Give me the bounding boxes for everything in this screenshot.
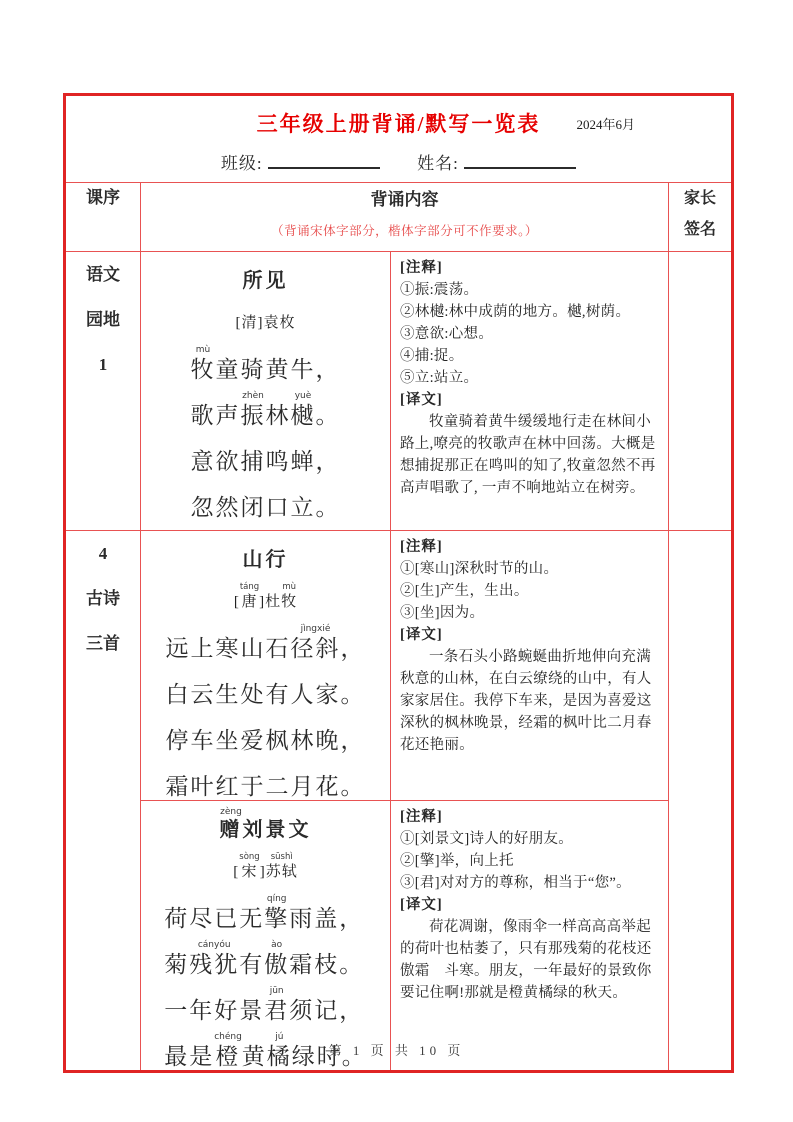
notes-heading: [注释]: [400, 539, 443, 555]
poem-characters: 歌声: [190, 403, 241, 428]
header-cell-sign: [669, 183, 733, 252]
char-segment: [240, 582, 259, 611]
poem-line: [191, 385, 341, 429]
text-line: ①振:震荡。: [400, 282, 479, 298]
poem-characters: 傲: [264, 952, 290, 977]
poem-line: [191, 477, 341, 521]
poem-characters: 。: [315, 403, 341, 428]
char-segment: [266, 852, 298, 881]
poem-characters: ]: [259, 864, 266, 880]
text-line: 三首: [86, 634, 120, 653]
pinyin-annotation: [264, 437, 267, 448]
text-line: ②林樾:林中成荫的地方。樾,树荫。: [400, 304, 631, 320]
char-segment: [241, 391, 266, 429]
class-field-group: [221, 154, 380, 173]
pinyin-annotation: [276, 807, 279, 818]
poem-characters: 樾: [290, 403, 316, 428]
poem-title: [220, 801, 312, 842]
char-segment: [189, 940, 239, 978]
pinyin-annotation: [261, 852, 264, 863]
poem-characters: 橘: [266, 1044, 292, 1069]
notes-block: [391, 531, 668, 760]
poem-characters: 须记，: [289, 998, 365, 1023]
pinyin-annotation: [214, 391, 217, 402]
pinyin-annotation: [327, 391, 330, 402]
poem-characters: [清]袁枚: [235, 315, 296, 331]
char-segment: [266, 391, 291, 429]
lesson-label: [66, 531, 140, 666]
pinyin-annotation: táng: [239, 582, 260, 592]
notes-heading: [注释]: [400, 260, 443, 276]
text-line: ④捕:捉。: [400, 348, 464, 364]
notes-cell-zengliujingwen: [391, 801, 669, 1072]
pinyin-annotation: [264, 716, 267, 727]
translation-heading: [译文]: [400, 392, 443, 408]
poem-title: [243, 252, 289, 293]
name-field-group: [417, 154, 576, 173]
poem-characters: 宋: [241, 864, 258, 880]
poem-characters: 牧: [190, 357, 216, 382]
pinyin-annotation: sòng: [239, 852, 260, 862]
char-segment: [164, 894, 264, 932]
char-segment: [216, 345, 341, 383]
poem-lines: [166, 616, 366, 800]
poem-shanxing: [141, 531, 390, 800]
char-segment: [291, 624, 341, 662]
pinyin-annotation: zhèn: [242, 391, 264, 401]
poem-characters: 荷尽已无: [164, 906, 265, 931]
poem-author: [233, 846, 297, 881]
pinyin-annotation: [235, 582, 238, 593]
char-segment: [166, 624, 291, 662]
text-line: ③[君]对对方的尊称，相当于“您”。: [400, 875, 631, 891]
poem-characters: 菊: [164, 952, 190, 977]
poem-characters: ]杜: [259, 594, 282, 610]
poem-characters: 振: [240, 403, 266, 428]
notes-list: [400, 828, 660, 894]
pinyin-annotation: [175, 940, 178, 951]
notes-block: [391, 801, 668, 1008]
pinyin-annotation: [213, 894, 216, 905]
sign-cell-row1: [669, 252, 733, 531]
char-segment: [264, 940, 289, 978]
text-line: ②[擎]举，向上托: [400, 853, 514, 869]
poem-zengliujingwen: [141, 801, 390, 1070]
class-blank-line: [268, 151, 380, 169]
text-line: ③[坐]因为。: [400, 605, 485, 621]
char-segment: [264, 894, 289, 932]
char-segment: [191, 391, 241, 429]
char-segment: [243, 537, 289, 572]
poem-characters: 霜枝。: [289, 952, 365, 977]
translation-heading: [译文]: [400, 897, 443, 913]
poem-characters: 苏轼: [265, 864, 298, 880]
lesson-cell-yuwenyuandi1: [65, 252, 141, 531]
poem-characters: 擎: [264, 906, 290, 931]
pinyin-annotation: [352, 624, 355, 635]
pinyin-annotation: jú: [275, 1032, 284, 1042]
pinyin-annotation: [264, 670, 267, 681]
char-segment: [341, 624, 366, 662]
poem-characters: 一年好景: [164, 998, 265, 1023]
poem-characters: 残犹: [189, 952, 240, 977]
pinyin-annotation: [269, 582, 272, 593]
poem-line: [166, 618, 366, 662]
poem-line: [164, 934, 367, 978]
page-title: 三年级上册背诵/默写一览表: [256, 112, 541, 136]
poem-characters: 赠: [219, 819, 243, 841]
pinyin-annotation: chéng: [214, 1032, 242, 1042]
char-segment: [220, 807, 243, 842]
class-label: 班级:: [220, 154, 263, 173]
pinyin-annotation: [227, 624, 230, 635]
poem-characters: 雨盖，: [289, 906, 365, 931]
poem-cell-suojian: [141, 252, 391, 531]
char-segment: [191, 483, 341, 521]
pinyin-annotation: [325, 940, 328, 951]
text-line: ⑤立:站立。: [400, 370, 479, 386]
pinyin-annotation: [277, 391, 280, 402]
char-segment: [191, 437, 341, 475]
poem-cell-shanxing: [141, 531, 391, 801]
poem-characters: [: [233, 864, 240, 880]
translation-heading: [译文]: [400, 627, 443, 643]
poem-characters: 君: [264, 998, 290, 1023]
notes-block: [391, 252, 668, 503]
poem-line: [164, 888, 367, 932]
char-segment: [164, 986, 264, 1024]
text-line: 园地: [86, 310, 120, 329]
poem-line: [164, 980, 367, 1024]
notes-list: [400, 558, 660, 624]
text-line: 语文: [86, 265, 120, 284]
char-segment: [289, 940, 364, 978]
lesson-cell-gushisanshou: [65, 531, 141, 1072]
char-segment: [239, 940, 264, 978]
poem-characters: 橙: [215, 1044, 241, 1069]
poem-characters: 林: [265, 403, 291, 428]
poem-suojian: [141, 252, 390, 521]
content-column-note: （背诵宋体字部分，楷体字部分可不作要求。）: [271, 224, 538, 238]
pinyin-annotation: [325, 986, 328, 997]
char-segment: [191, 345, 216, 383]
text-line: ③意欲:心想。: [400, 326, 494, 342]
poem-characters: 有: [239, 952, 265, 977]
name-label: 姓名:: [417, 154, 459, 173]
poem-characters: 意欲捕鸣蝉，: [190, 449, 341, 474]
lesson-column-header: 课序: [86, 188, 120, 207]
notes-list: [400, 279, 660, 389]
poem-line: [166, 710, 366, 754]
char-segment: [164, 940, 189, 978]
pinyin-annotation: mù: [195, 345, 211, 355]
date-label: 2024年6月: [576, 117, 636, 132]
char-segment: [243, 258, 289, 293]
poem-lines: [191, 337, 341, 521]
poem-characters: 童骑黄牛，: [215, 357, 341, 382]
poem-characters: 径斜: [290, 636, 341, 661]
text-line: 古诗: [86, 589, 120, 608]
char-segment: [316, 391, 341, 429]
page-number-indicator: 第 1 页 共 10 页: [328, 1043, 465, 1058]
poem-characters: 牧: [281, 594, 298, 610]
pinyin-annotation: [325, 894, 328, 905]
notes-heading: [注释]: [400, 809, 443, 825]
char-segment: [166, 762, 366, 800]
name-blank-line: [464, 151, 576, 169]
pinyin-annotation: zèng: [220, 807, 242, 817]
poem-characters: 刘景文: [242, 819, 312, 841]
poem-characters: 黄: [241, 1044, 267, 1069]
notes-cell-shanxing: [391, 531, 669, 801]
char-segment: [289, 986, 364, 1024]
text-line: 4: [98, 544, 108, 563]
pinyin-annotation: [213, 986, 216, 997]
pinyin-annotation: [277, 345, 280, 356]
pinyin-annotation: [264, 303, 267, 314]
translation-text: 荷花凋谢，像雨伞一样高高高举起的荷叶也枯萎了，只有那残菊的花枝还傲霜 斗寒。朋友，一年最好的景致你要记住啊!那就是橙黄橘绿的秋天。: [400, 919, 652, 1001]
class-name-row: [66, 149, 731, 174]
content-column-header: 背诵内容: [370, 190, 439, 209]
pinyin-annotation: [250, 940, 253, 951]
text-line: 1: [98, 355, 108, 374]
poem-title: [243, 531, 289, 572]
char-segment: [243, 807, 312, 842]
pinyin-annotation: qíng: [266, 894, 287, 904]
poem-characters: 霜叶红于二月花。: [165, 774, 366, 799]
text-line: ①[寒山]深秋时节的山。: [400, 561, 559, 577]
pinyin-annotation: sūshì: [270, 852, 293, 862]
poem-author: [234, 576, 297, 611]
title-band: [65, 95, 733, 183]
poem-cell-zengliujingwen: [141, 801, 391, 1072]
poem-characters: 白云生处有人家。: [165, 682, 366, 707]
sign-cell-row2: [669, 531, 733, 1072]
poem-characters: 忽然闭口立。: [190, 495, 341, 520]
notes-cell-suojian: [391, 252, 669, 531]
poem-line: [166, 664, 366, 708]
poem-characters: 远上寒山石: [165, 636, 291, 661]
lesson-label: [66, 252, 140, 387]
poem-characters: 唐: [241, 594, 258, 610]
pinyin-annotation: yuè: [294, 391, 312, 401]
pinyin-annotation: ào: [271, 940, 283, 950]
poem-characters: 绿时。: [291, 1044, 367, 1069]
poem-line: [191, 339, 341, 383]
translation-text: 牧童骑着黄牛缓缓地行走在林间小路上,嘹亮的牧歌声在林中回荡。大概是想捕捉那正在鸣叫的知了,牧童忽然不再高声唱歌了, 一声不响地站立在树旁。: [400, 414, 656, 496]
text-line: ②[生]产生，生出。: [400, 583, 529, 599]
text-line: ①[刘景文]诗人的好朋友。: [400, 831, 574, 847]
pinyin-annotation: [264, 258, 267, 269]
char-segment: [291, 391, 316, 429]
pinyin-annotation: [235, 852, 238, 863]
pinyin-annotation: mù: [282, 582, 296, 592]
translation-text: 一条石头小路蜿蜒曲折地伸向充满秋意的山林，在白云缭绕的山中，有人家家居住。我停下车来，是因为喜爱这深秋的枫林晚景，经霜的枫叶比二月春花还艳丽。: [400, 649, 652, 753]
worksheet-table-container: [63, 93, 731, 1073]
poem-characters: 山行: [242, 549, 289, 571]
recitation-table: [63, 93, 734, 1073]
poem-characters: ，: [340, 636, 366, 661]
poem-line: [191, 431, 341, 475]
char-segment: [289, 894, 364, 932]
pinyin-annotation: jūn: [269, 986, 284, 996]
char-segment: [264, 986, 289, 1024]
poem-author: [236, 297, 296, 332]
parent-sign-header: 家长 签名: [684, 190, 717, 238]
pinyin-annotation: cányóu: [197, 940, 231, 950]
char-segment: [236, 303, 296, 332]
poem-characters: [: [233, 594, 240, 610]
pinyin-annotation: [264, 762, 267, 773]
poem-characters: 最是: [164, 1044, 215, 1069]
char-segment: [166, 716, 366, 754]
poem-line: [166, 756, 366, 800]
pinyin-annotation: jìngxié: [300, 624, 331, 634]
char-segment: [166, 670, 366, 708]
char-segment: [259, 582, 281, 611]
header-cell-lesson: [65, 183, 141, 252]
char-segment: [239, 852, 259, 881]
pinyin-annotation: [264, 537, 267, 548]
poem-characters: 所见: [242, 270, 289, 292]
char-segment: [281, 582, 297, 611]
header-cell-content: [141, 183, 669, 252]
poem-characters: 停车坐爱枫林晚，: [165, 728, 366, 753]
pinyin-annotation: [264, 483, 267, 494]
